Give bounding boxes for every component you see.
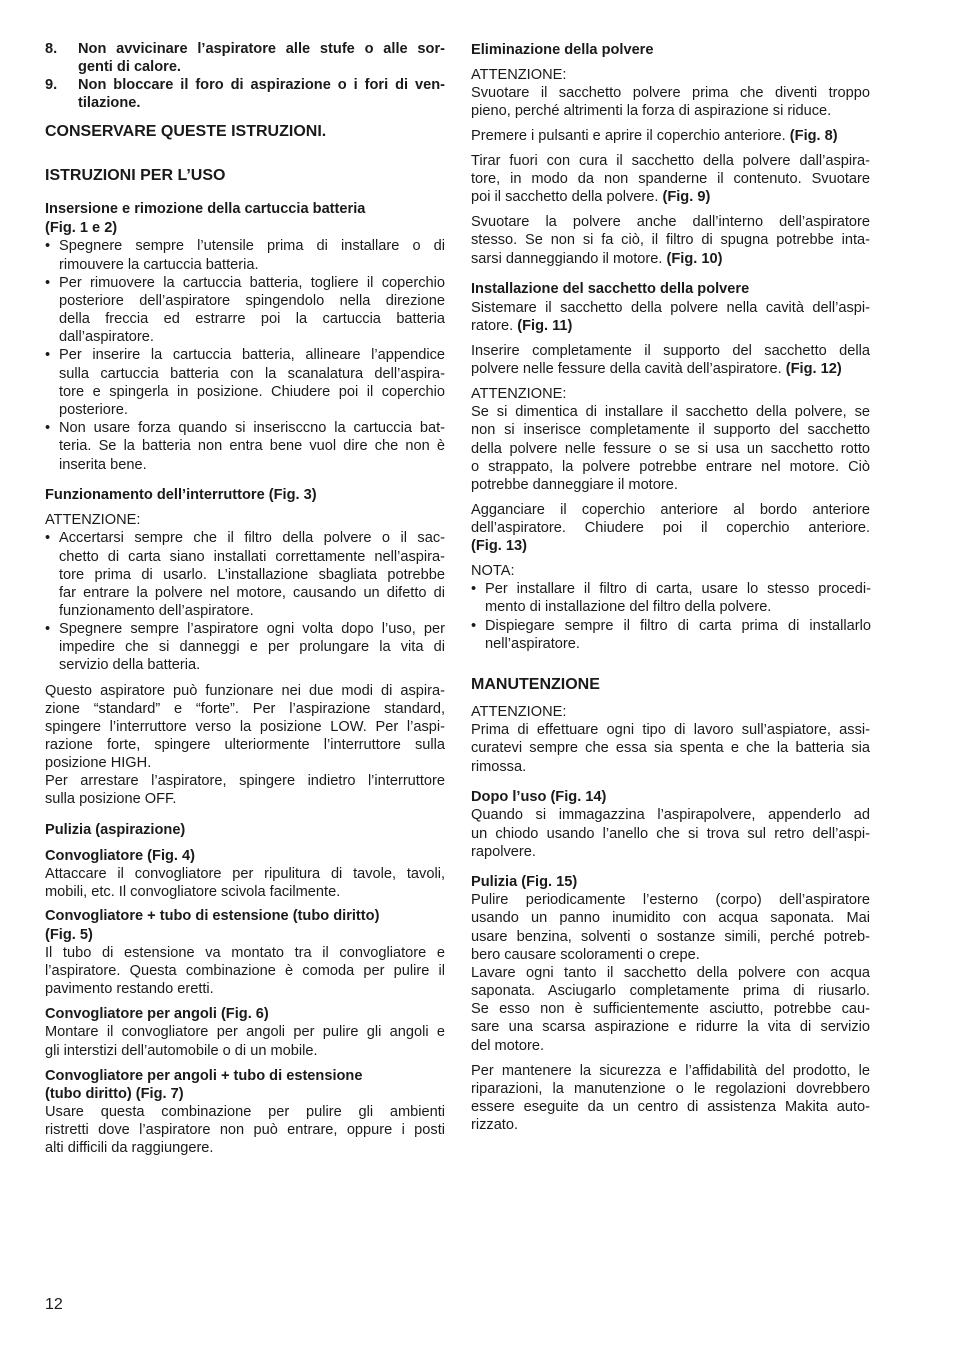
- subsection-title: Dopo l’uso (Fig. 14): [471, 789, 607, 805]
- list-item-line: tilazione.: [78, 95, 141, 111]
- paragraph-line: mobili, etc. Il convogliatore scivola facilmente.: [45, 884, 341, 900]
- paragraph-line: Agganciare il coperchio anteriore al bordo anteriore: [471, 502, 870, 518]
- sub-subsection-title: (tubo diritto) (Fig. 7): [45, 1086, 184, 1102]
- bullet-line: funzionamento dell’aspiratore.: [59, 603, 254, 619]
- paragraph-line: [471, 127, 838, 145]
- bullet-line: impedire che si danneggi e per prolungare la vita di: [59, 639, 445, 655]
- list-item-line: genti di calore.: [78, 59, 181, 75]
- paragraph-line: Svuotare il sacchetto polvere prima che diventi troppo: [471, 85, 870, 101]
- bullet-line: posteriore dell’aspiratore spingendolo nella direzione: [59, 293, 445, 309]
- bullet-line: della freccia ed estrarre poi la cartuccia batteria: [59, 311, 445, 327]
- paragraph-line: [471, 360, 842, 378]
- paragraph-line: alti difficili da raggiungere.: [45, 1140, 214, 1156]
- bullet-icon: •: [45, 530, 51, 546]
- section-heading: ISTRUZIONI PER L’USO: [45, 167, 226, 184]
- bullet-icon: •: [471, 581, 477, 597]
- bullet-line: dall’aspiratore.: [59, 329, 154, 345]
- paragraph-line: rizzato.: [471, 1117, 519, 1133]
- paragraph-line: usare benzina, solventi o sostanze simili, perché potreb-: [471, 929, 870, 945]
- paragraph-line: saponata. Asciugarlo completamente prima di riusarlo.: [471, 983, 870, 999]
- sub-subsection-title: (Fig. 5): [45, 927, 93, 943]
- paragraph-line: Quando si immagazzina l’aspirapolvere, appenderlo ad: [471, 807, 870, 823]
- bullet-line: tore prima di usarlo. L’installazione sbagliata potrebbe: [59, 567, 445, 583]
- bullet-icon: •: [45, 238, 51, 254]
- bullet-icon: •: [45, 621, 51, 637]
- paragraph-text: sarsi danneggiando il motore.: [471, 251, 663, 267]
- paragraph-line: dell’aspiratore. Chiudere poi il coperchio anteriore.: [471, 520, 870, 536]
- bullet-line: Non usare forza quando si inserisccno la cartuccia bat-: [59, 420, 445, 436]
- paragraph-line: del motore.: [471, 1038, 545, 1054]
- subsection-title: Insersione e rimozione della cartuccia batteria: [45, 201, 366, 217]
- paragraph-line: gli interstizi dell’automobile o di un mobile.: [45, 1043, 318, 1059]
- subsection-title: Eliminazione della polvere: [471, 42, 654, 58]
- figure-reference: (Fig. 11): [517, 318, 573, 334]
- subsection-title: Funzionamento dell’interruttore (Fig. 3): [45, 487, 317, 503]
- bullet-line: Per inserire la cartuccia batteria, allineare l’appendice: [59, 347, 445, 363]
- paragraph-line: Questo aspiratore può funzionare nei due modi di aspira-: [45, 683, 445, 699]
- paragraph-line: Se si dimentica di installare il sacchetto della polvere, se: [471, 404, 870, 420]
- paragraph-line: [471, 188, 710, 206]
- paragraph-line: Pulire periodicamente l’esterno (corpo) dell’aspiratore: [471, 892, 870, 908]
- paragraph-line: Sistemare il sacchetto della polvere nella cavità dell’aspi-: [471, 300, 870, 316]
- paragraph-line: [471, 317, 572, 335]
- paragraph-line: Inserire completamente il supporto del sacchetto della: [471, 343, 870, 359]
- paragraph-line: ristretti dove l’aspiratore non può entrare, oppure i posti: [45, 1122, 445, 1138]
- paragraph-line: o strappato, la polvere potrebbe entrare nel motore. Ciò: [471, 459, 870, 475]
- paragraph-line: un chiodo usando l’anello che si trova sul retro dell’aspi-: [471, 826, 870, 842]
- bullet-line: Spegnere sempre l’aspiratore ogni volta dopo l’uso, per: [59, 621, 445, 637]
- paragraph-line: sulla posizione OFF.: [45, 791, 177, 807]
- paragraph-line: Lavare ogni tanto il sacchetto della polvere con acqua: [471, 965, 870, 981]
- paragraph-line: posizione HIGH.: [45, 755, 152, 771]
- sub-subsection-title: Convogliatore (Fig. 4): [45, 848, 195, 864]
- bullet-line: Dispiegare sempre il filtro di carta prima di installarlo: [485, 618, 871, 634]
- bullet-line: posteriore.: [59, 402, 128, 418]
- figure-reference: (Fig. 12): [785, 361, 842, 377]
- attention-label: ATTENZIONE:: [45, 512, 141, 528]
- bullet-line: Per installare il filtro di carta, usare lo stesso procedi-: [485, 581, 871, 597]
- list-marker: 8.: [45, 41, 58, 57]
- sub-subsection-title: Convogliatore + tubo di estensione (tubo diritto): [45, 908, 380, 924]
- paragraph-text: poi il sacchetto della polvere.: [471, 189, 659, 205]
- bullet-line: teria. Se la batteria non entra bene vuol dire che non è: [59, 438, 445, 454]
- paragraph-line: della polvere nelle fessure o se si usa un sacchetto rotto: [471, 441, 870, 457]
- paragraph-line: zione “standard” e “forte”. Per l’aspirazione standard,: [45, 701, 445, 717]
- paragraph-line: riparazioni, la manutenzione o le regolazioni dovrebbero: [471, 1081, 870, 1097]
- bullet-line: Spegnere sempre l’utensile prima di installare o di: [59, 238, 445, 254]
- bullet-line: chetto di carta siano installati correttamente nell’aspira-: [59, 549, 445, 565]
- page-number: 12: [45, 1296, 63, 1313]
- paragraph-text: polvere nelle fessure della cavità dell’aspiratore.: [471, 361, 782, 377]
- bullet-line: far entrare la polvere nel motore, causando un difetto di: [59, 585, 445, 601]
- note-label: NOTA:: [471, 563, 515, 579]
- paragraph-line: non si inserisce completamente il supporto del sacchetto: [471, 422, 870, 438]
- paragraph-line: pieno, perché altrimenti la forza di aspirazione si riduce.: [471, 103, 832, 119]
- subsection-title: Installazione del sacchetto della polvere: [471, 281, 750, 297]
- bullet-icon: •: [45, 347, 51, 363]
- paragraph-line: razione forte, spingere ulteriormente l’interruttore sulla: [45, 737, 445, 753]
- paragraph-text: Premere i pulsanti e aprire il coperchio anteriore.: [471, 128, 786, 144]
- paragraph-line: Per mantenere la sicurezza e l’affidabilità del prodotto, le: [471, 1063, 870, 1079]
- paragraph-line: Svuotare la polvere anche dall’interno dell’aspiratore: [471, 214, 870, 230]
- bullet-line: inserita bene.: [59, 457, 147, 473]
- paragraph-line: stesso. Se non si fa ciò, il filtro di spugna potrebbe inta-: [471, 232, 870, 248]
- paragraph-line: bero causare scoloramenti o crepe.: [471, 947, 700, 963]
- paragraph-line: rimossa.: [471, 759, 527, 775]
- subsection-title: Pulizia (aspirazione): [45, 822, 186, 838]
- paragraph-line: essere eseguite da un centro di assistenza Makita auto-: [471, 1099, 870, 1115]
- paragraph-line: Attaccare il convogliatore per ripulitura di tavole, tavoli,: [45, 866, 445, 882]
- figure-reference: (Fig. 10): [666, 251, 723, 267]
- bullet-icon: •: [471, 618, 477, 634]
- sub-subsection-title: Convogliatore per angoli + tubo di estensione: [45, 1068, 363, 1084]
- paragraph-line: curatevi sempre che essa sia spenta e che la batteria sia: [471, 740, 870, 756]
- list-item-line: Non avvicinare l’aspiratore alle stufe o alle sor-: [78, 41, 445, 57]
- bullet-line: Per rimuovere la cartuccia batteria, togliere il coperchio: [59, 275, 445, 291]
- attention-label: ATTENZIONE:: [471, 67, 567, 83]
- paragraph-line: l’aspiratore. Questa combinazione è comoda per pulire il: [45, 963, 445, 979]
- paragraph-line: Se esso non è sufficientemente asciutto, potrebbe cau-: [471, 1001, 870, 1017]
- paragraph-text: ratore.: [471, 318, 514, 334]
- paragraph-line: rapolvere.: [471, 844, 536, 860]
- attention-label: ATTENZIONE:: [471, 704, 567, 720]
- subsection-title: Pulizia (Fig. 15): [471, 874, 578, 890]
- paragraph-line: Usare questa combinazione per pulire gli ambienti: [45, 1104, 445, 1120]
- paragraph-line: Per arrestare l’aspiratore, spingere indietro l’interruttore: [45, 773, 445, 789]
- paragraph-line: pavimento restando eretti.: [45, 981, 214, 997]
- list-marker: 9.: [45, 77, 58, 93]
- bullet-line: nell’aspiratore.: [485, 636, 580, 652]
- paragraph-line: tore, in modo da non spanderne il contenuto. Svuotare: [471, 171, 870, 187]
- paragraph-line: Tirar fuori con cura il sacchetto della polvere dall’aspira-: [471, 153, 870, 169]
- paragraph-line: spingere l’interruttore verso la posizione LOW. Per l’aspi-: [45, 719, 445, 735]
- paragraph-line: Il tubo di estensione va montato tra il convogliatore e: [45, 945, 445, 961]
- section-heading: CONSERVARE QUESTE ISTRUZIONI.: [45, 123, 327, 140]
- bullet-line: Accertarsi sempre che il filtro della polvere o il sac-: [59, 530, 445, 546]
- paragraph-line: [471, 250, 722, 268]
- bullet-line: rimouvere la cartuccia batteria.: [59, 257, 259, 273]
- bullet-line: tore e spingerla in posizione. Chiudere poi il coperchio: [59, 384, 445, 400]
- paragraph-line: Montare il convogliatore per angoli per pulire gli angoli e: [45, 1024, 445, 1040]
- figure-reference: (Fig. 9): [662, 189, 711, 205]
- figure-reference: (Fig. 13): [471, 538, 527, 554]
- figure-reference: (Fig. 8): [789, 128, 838, 144]
- list-item-line: Non bloccare il foro di aspirazione o i fori di ven-: [78, 77, 445, 93]
- attention-label: ATTENZIONE:: [471, 386, 567, 402]
- section-heading: MANUTENZIONE: [471, 676, 600, 693]
- paragraph-line: usando un panno inumidito con acqua saponata. Mai: [471, 910, 870, 926]
- bullet-line: servizio della batteria.: [59, 657, 201, 673]
- paragraph-line: sare una scarsa aspirazione e ridurre la vita di servizio: [471, 1019, 870, 1035]
- paragraph-line: Prima di effettuare ogni tipo di lavoro sull’aspiatore, assi-: [471, 722, 870, 738]
- paragraph-line: potrebbe danneggiare il motore.: [471, 477, 678, 493]
- subsection-title: (Fig. 1 e 2): [45, 220, 118, 236]
- bullet-line: sulla cartuccia batteria con la scanalatura dell’aspira-: [59, 366, 445, 382]
- bullet-icon: •: [45, 275, 51, 291]
- sub-subsection-title: Convogliatore per angoli (Fig. 6): [45, 1006, 269, 1022]
- bullet-line: mento di installazione del filtro della polvere.: [485, 599, 772, 615]
- bullet-icon: •: [45, 420, 51, 436]
